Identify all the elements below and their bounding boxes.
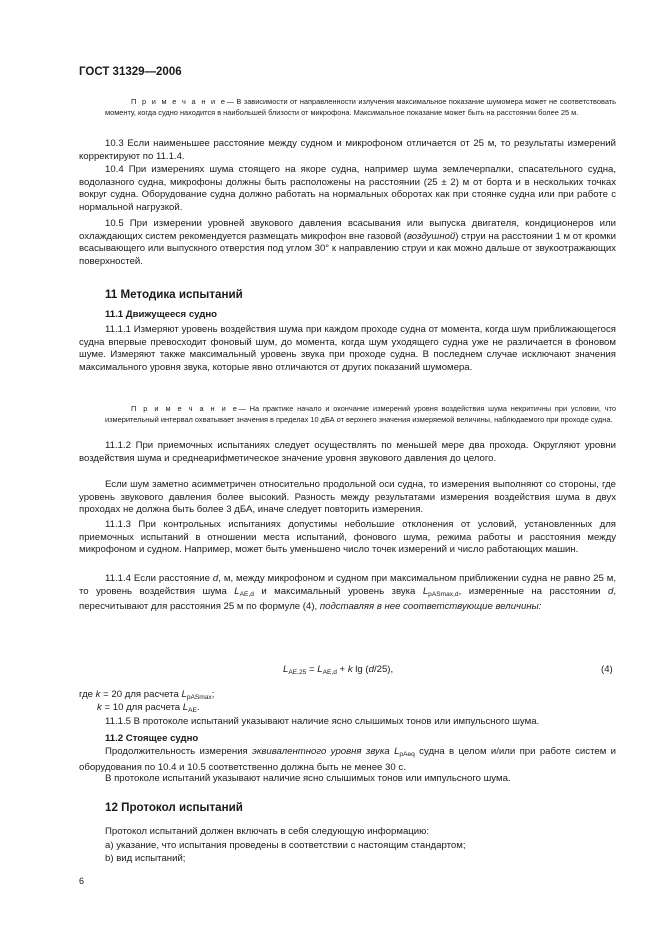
text-run: Продолжительность измерения (105, 746, 253, 757)
variable-d: d (212, 573, 219, 584)
note-text: — На практике начало и окончание измерений уровня воздействия шума некритичны при условии, что измерительный интервал охватывает значения в пределах 10 дБА от верхнего значения измеряемой величины, наблюдаемого при проходе судна. (105, 404, 617, 425)
text-run: 10.5 При измерении уровней звукового давления всасывания или выпуска двигателя, кондиционеров или охлаждающих систем рекомендуется размещать микрофон вне газовой ( (79, 218, 616, 242)
note-paragraph (79, 96, 616, 119)
formula-part: /25), (373, 664, 394, 675)
subscript: pAeq (399, 751, 415, 758)
text-run: и максимальный уровень звука (253, 585, 423, 597)
text-run: = 20 для расчета (100, 689, 182, 700)
text-run: , м, между микрофоном и судном при максимальном приближении судна не равно 25 м, то уровень воздействия шума (79, 573, 616, 597)
note-label: П р и м е ч а н и е (131, 404, 239, 413)
variable-L: L (181, 689, 187, 700)
paragraph-12: Протокол испытаний должен включать в себя следующую информацию: (105, 826, 429, 837)
section-heading-11: 11 Методика испытаний (105, 288, 243, 301)
text-run: ) струи на расстоянии 1 м от кромки всасывающего или выпускного отверстия под углом 30° к направлению струи и как можно дальше от звукоотражающих поверхностей. (79, 230, 616, 267)
formula-number: (4) (601, 664, 613, 675)
note-paragraph-2 (79, 403, 616, 426)
paragraph-10-5 (79, 218, 616, 268)
paragraph-10-3: 10.3 Если наименьшее расстояние между судном и микрофоном отличается от 25 м, то результаты измерений корректируют по 11.1.4. (79, 138, 616, 162)
list-item-a: a) указание, что испытания проведены в соответствии с настоящим стандартом; (105, 840, 466, 851)
variable-L: L (422, 585, 429, 597)
paragraph-asymmetric: Если шум заметно асимметричен относительно продольной оси судна, то измерения выполняют со стороны, где уровень звукового давления более высокий. Разность между результатами измерения воздействия шума в двух проходах не должна быть более 3 дБА, иначе следует повторить измерения. (79, 479, 616, 516)
variable-L: L (234, 585, 240, 597)
paragraph-11-1-5: 11.1.5 В протоколе испытаний указывают наличие ясно слышимых тонов или импульсного шума. (105, 716, 540, 727)
text-run: где (79, 689, 96, 700)
paragraph-11-2b: В протоколе испытаний указывают наличие ясно слышимых тонов или импульсного шума. (105, 773, 511, 784)
formula-part: L (283, 664, 289, 675)
text-run: 11.1.4 Если расстояние (105, 573, 213, 584)
text-run: судна в целом и/или при работе систем и оборудования по 10.4 и 10.5 соответственно должна быть не менее 30 с. (79, 746, 617, 773)
text-run: , измеренные на расстоянии (458, 585, 608, 597)
formula-part: L (317, 664, 323, 675)
formula-part: + (336, 664, 348, 675)
subscript: AE,d (239, 590, 254, 598)
note-label: П р и м е ч а н и е (131, 97, 227, 106)
text-run: = 10 для расчета (101, 702, 183, 713)
italic-run: эквивалентного уровня звука L (252, 746, 400, 757)
paragraph-11-1-1: 11.1.1 Измеряют уровень воздействия шума при каждом проходе судна от момента, когда шум приближающегося судна впервые превосходит фоновый шум, до момента, когда шум уходящего судна уже не различается в фоновом шуме. Измеряют также максимальный уровень звука при проходе судна. В последнем случае исключают значения максимального уровня звука, которые явно отличаются от других показаний шумомера. (79, 324, 616, 373)
text-run: , пересчитывают для расстояния 25 м по формуле (4), (79, 585, 617, 613)
variable-L: L (182, 702, 189, 713)
formula-sub: AE,d (322, 669, 337, 676)
section-heading-12: 12 Протокол испытаний (105, 801, 243, 814)
page-number: 6 (79, 876, 85, 886)
italic-run: подставляя в нее соответствующие величины: (319, 601, 542, 613)
variable-k: k (97, 702, 102, 713)
text-run: ; (211, 689, 215, 700)
subscript: pASmax,d (428, 590, 459, 598)
list-item-b: b) вид испытаний; (105, 853, 186, 864)
formula-part: = (306, 664, 318, 675)
where-line-1 (79, 689, 214, 701)
document-header: ГОСТ 31329—2006 (79, 66, 182, 78)
subsection-heading-11-1: 11.1 Движущееся судно (105, 309, 217, 320)
paragraph-11-1-3: 11.1.3 При контрольных испытаниях допустимы небольшие отклонения от условий, установленных для приемочных испытаний в отношении места испытаний, фонового шума, режима работы и расстояния между микрофоном и судном. Например, может быть уменьшено число точек измерений и число работающих машин. (79, 519, 616, 556)
subscript: pASmax (186, 694, 212, 701)
subscript: AE (188, 707, 197, 714)
paragraph-10-4: 10.4 При измерениях шума стоящего на якоре судна, например шума землечерпалки, спасательного судна, водолазного судна, микрофоны должны быть расположены на расстоянии (25 ± 2) м от борта и в нескольких точках вокруг судна. Оборудование судна должно работать на нормальных оборотах как при стоянке судна или при работе с нормальной нагрузкой. (79, 164, 616, 213)
where-line-2 (97, 702, 200, 714)
formula-part: d (368, 664, 374, 675)
italic-run: воздушной (406, 230, 456, 242)
formula-part: lg ( (352, 664, 369, 675)
paragraph-11-1-2: 11.1.2 При приемочных испытаниях следует осуществлять по меньшей мере два прохода. Округляют уровни воздействия шума и среднеарифметическое значение уровня звукового давления до целого. (79, 440, 616, 464)
paragraph-11-1-4 (79, 573, 616, 614)
formula-sub: AE,25 (288, 669, 307, 676)
subsection-heading-11-2: 11.2 Стоящее судно (105, 733, 199, 744)
note-text: — В зависимости от направленности излучения максимальное показание шумомера может не соответствовать моменту, когда судно находится в наибольшей близости от микрофона. Максимальное показание может быть на расстоянии более 25 м. (105, 97, 617, 118)
paragraph-11-2 (79, 746, 616, 774)
formula-part: k (347, 664, 353, 675)
variable-k: k (95, 689, 101, 700)
text-run: . (196, 702, 200, 713)
formula-4 (283, 664, 393, 676)
variable-d: d (608, 585, 614, 597)
